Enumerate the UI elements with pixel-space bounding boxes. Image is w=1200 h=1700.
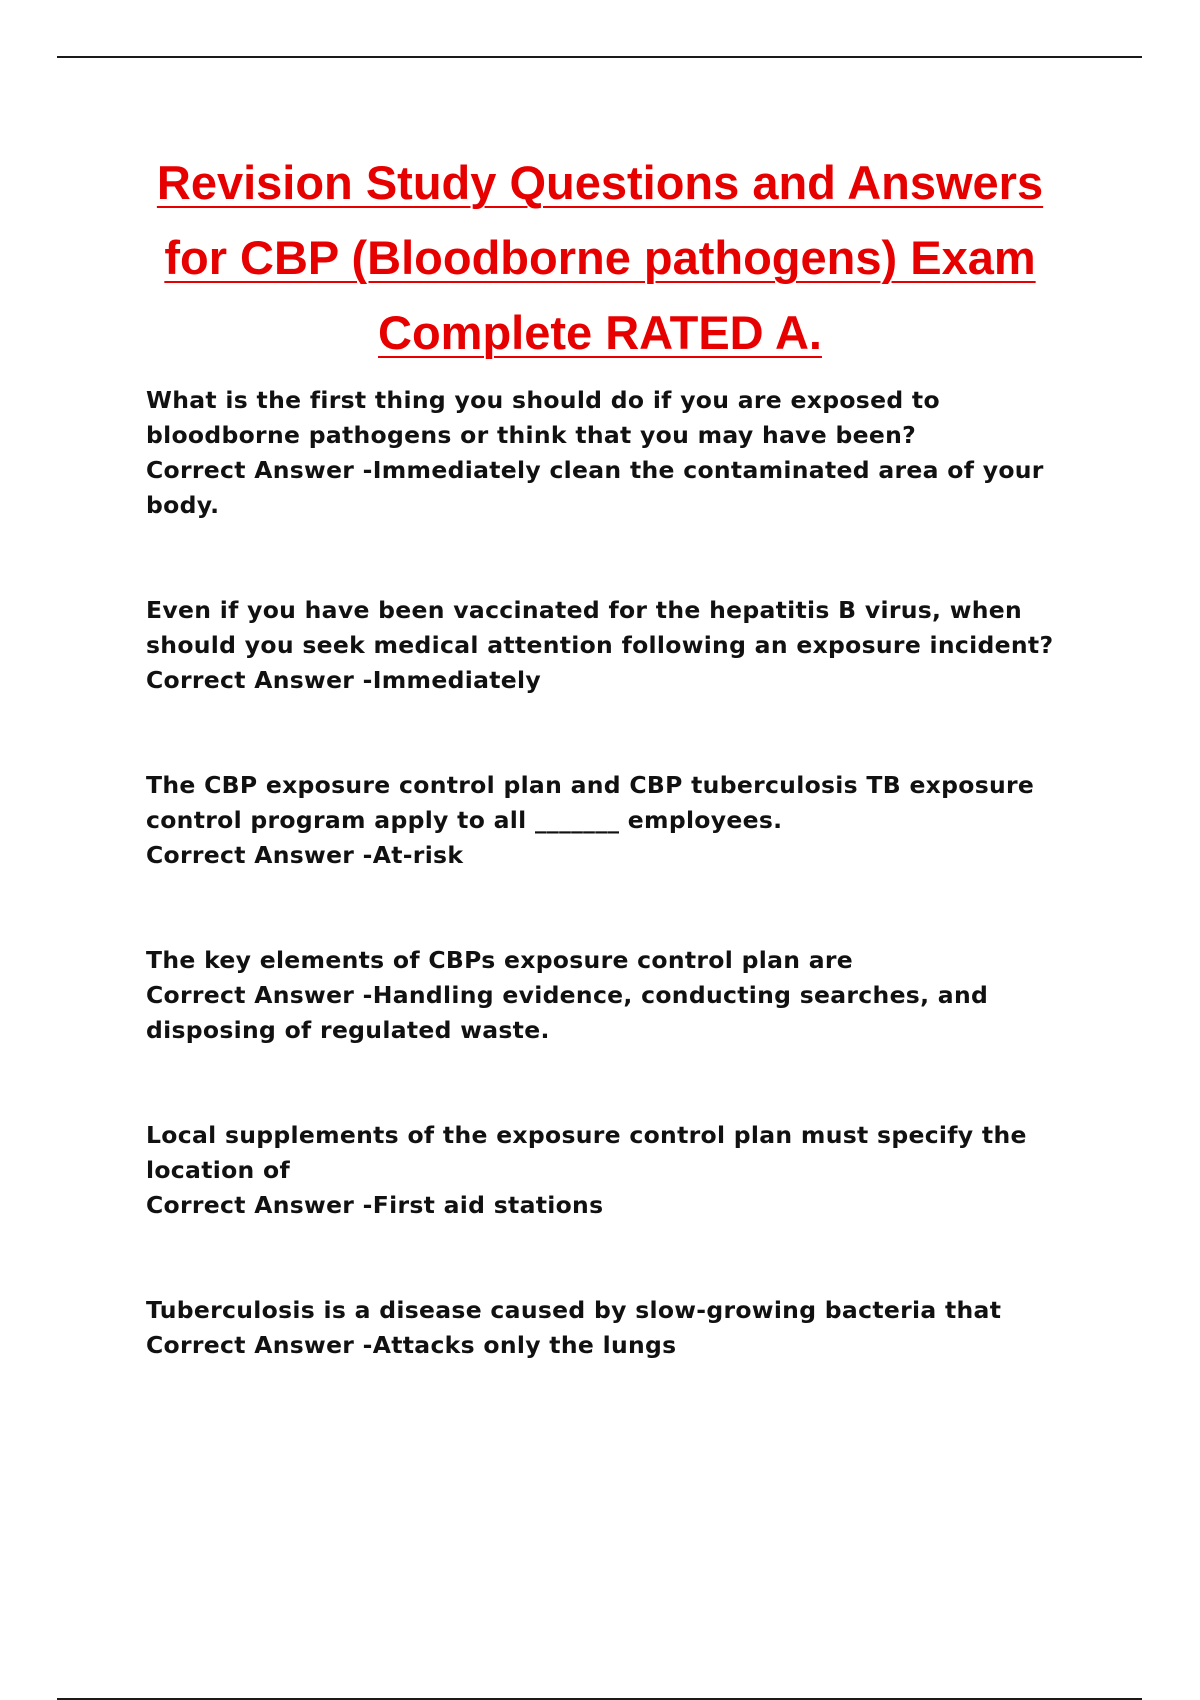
question-text: Local supplements of the exposure control plan must specify the location of bbox=[146, 1121, 1027, 1184]
qa-item bbox=[146, 1293, 1096, 1363]
qa-item bbox=[146, 593, 1096, 698]
question-text: Tuberculosis is a disease caused by slow-growing bacteria that bbox=[146, 1296, 1002, 1324]
qa-item bbox=[146, 768, 1096, 873]
question-text: Even if you have been vaccinated for the hepatitis B virus, when should you seek medical attention following an exposure incident? bbox=[146, 596, 1054, 659]
title-line-3: Complete RATED A. bbox=[378, 306, 822, 359]
top-rule bbox=[57, 56, 1142, 58]
answer-text: Correct Answer -Immediately bbox=[146, 666, 541, 694]
answer-text: Correct Answer -Handling evidence, conducting searches, and disposing of regulated waste. bbox=[146, 981, 989, 1044]
answer-text: Correct Answer -First aid stations bbox=[146, 1191, 604, 1219]
answer-text: Correct Answer -Attacks only the lungs bbox=[146, 1331, 677, 1359]
question-text: The CBP exposure control plan and CBP tuberculosis TB exposure control program apply to all _______ employees. bbox=[146, 771, 1035, 834]
qa-item bbox=[146, 1118, 1096, 1223]
qa-item bbox=[146, 943, 1096, 1048]
qa-list bbox=[146, 383, 1096, 1433]
answer-text: Correct Answer -At-risk bbox=[146, 841, 464, 869]
title-line-2: for CBP (Bloodborne pathogens) Exam bbox=[164, 231, 1036, 284]
answer-text: Correct Answer -Immediately clean the contaminated area of your body. bbox=[146, 456, 1044, 519]
title-line-1: Revision Study Questions and Answers bbox=[156, 156, 1044, 209]
question-text: What is the first thing you should do if you are exposed to bloodborne pathogens or think that you may have been? bbox=[146, 386, 940, 449]
question-text: The key elements of CBPs exposure control plan are bbox=[146, 946, 854, 974]
qa-item bbox=[146, 383, 1096, 523]
document-title bbox=[100, 145, 1100, 370]
